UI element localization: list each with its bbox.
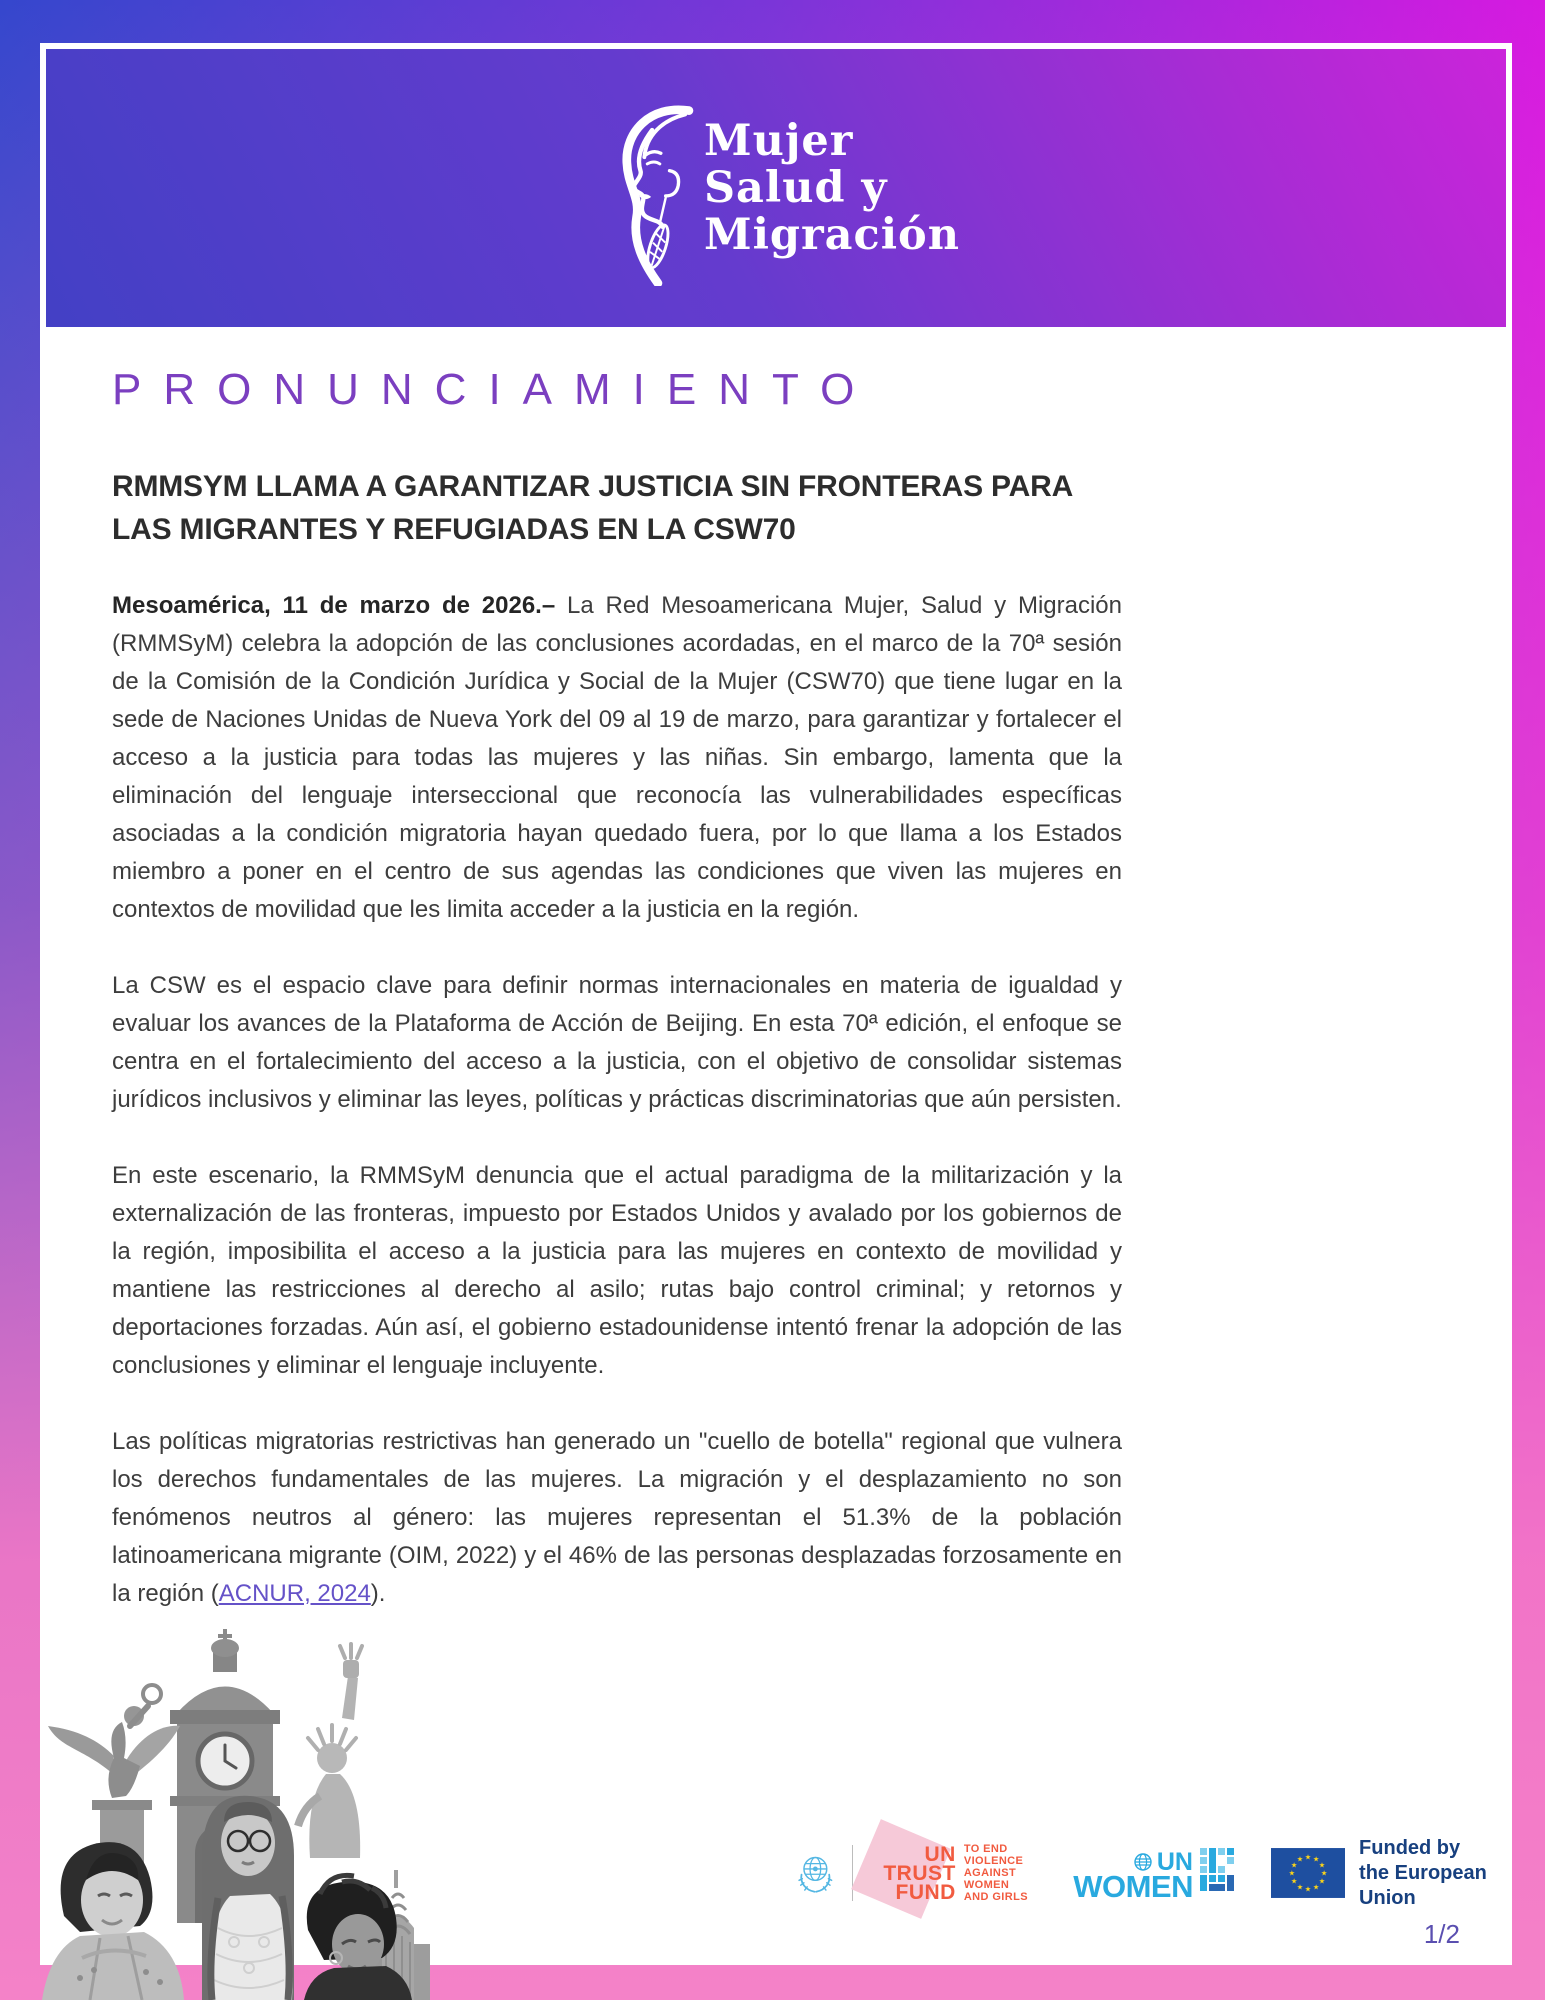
- main-text-column: [112, 365, 1122, 1651]
- center-woman-image: [202, 1796, 294, 2000]
- brand-face-icon: [592, 100, 718, 286]
- svg-text:★: ★: [1288, 1868, 1296, 1878]
- women-collage-image: [42, 1598, 567, 2000]
- left-woman-image: [42, 1842, 184, 2000]
- svg-text:★: ★: [1296, 1882, 1304, 1892]
- un-women-logo: [1073, 1846, 1235, 1904]
- svg-text:★: ★: [1318, 1876, 1326, 1886]
- svg-text:★: ★: [1290, 1876, 1298, 1886]
- eu-funding-text: [1359, 1836, 1512, 1911]
- trust-fund-word-trust: TRUST: [883, 1861, 956, 1885]
- trust-fund-tagline: [964, 1843, 1031, 1903]
- tagline-line-4: AND GIRLS: [963, 1891, 1028, 1903]
- page-number: 1/2: [1423, 1919, 1460, 1949]
- paragraph-4-closing: ).: [370, 1580, 386, 1607]
- svg-text:★: ★: [1318, 1860, 1326, 1870]
- paragraph-1-text: La Red Mesoamericana Mujer, Salud y Migración (RMMSyM) celebra la adopción de las conclusiones acordadas, en el marco de la 70ª sesión de la Comisión de la Condición Jurídica y Social de la Mujer (CSW70) que tiene lugar en la sede de Naciones Unidas de Nueva York del 09 al 19 de marzo, para garantizar y fortalecer el acceso a la justicia para todas las mujeres y las niñas. Sin embargo, lamenta que la eliminación del lenguaje interseccional que reconocía las vulnerabilidades específicas asociadas a la condición migratoria hayan quedado fuera, por lo que llama a los Estados miembro a poner en el centro de sus agendas las condiciones que viven las mujeres en contextos de movilidad que les limita acceder a la justicia en la región.: [112, 592, 1122, 923]
- tagline-line-1: TO END: [963, 1843, 1008, 1855]
- tagline-line-2: VIOLENCE: [963, 1855, 1024, 1867]
- un-trust-fund-logo: [869, 1843, 1031, 1903]
- paragraph-1-dateline: Mesoamérica, 11 de marzo de 2026.–: [112, 592, 556, 619]
- eu-funding-logo: [1271, 1836, 1512, 1911]
- svg-text:★: ★: [1320, 1868, 1328, 1878]
- trust-fund-word-un: UN: [924, 1842, 956, 1866]
- trust-fund-wordmark: [883, 1842, 956, 1904]
- logo-divider: [852, 1845, 854, 1901]
- brand-name: [704, 115, 960, 260]
- eu-funding-line-1: Funded by: [1359, 1836, 1461, 1859]
- brand-line-3: Migración: [704, 209, 960, 260]
- un-women-word-un: UN: [1156, 1848, 1193, 1876]
- eu-flag-icon: [1271, 1842, 1345, 1904]
- svg-text:★: ★: [1304, 1852, 1312, 1862]
- brand-line-2: Salud y: [704, 162, 888, 213]
- svg-text:★: ★: [1296, 1854, 1304, 1864]
- un-emblem-icon: [795, 1847, 836, 1899]
- svg-text:★: ★: [1312, 1854, 1320, 1864]
- paragraph-2: La CSW es el espacio clave para definir normas internacionales en materia de igualdad y evaluar los avances de la Plataforma de Acción de Beijing. En esta 70ª edición, el enfoque se centra en el fortalecimiento del acceso a la justicia, con el objetivo de consolidar sistemas jurídicos inclusivos y eliminar las leyes, políticas y prácticas discriminatorias que aún persisten.: [112, 972, 1122, 1113]
- svg-text:★: ★: [1304, 1884, 1312, 1894]
- brand-line-1: Mujer: [704, 115, 854, 166]
- footer-logos: [795, 1838, 1512, 1908]
- un-women-word-women: WOMEN: [1073, 1869, 1193, 1904]
- paragraph-4-text: Las políticas migratorias restrictivas han generado un "cuello de botella" regional que vulnera los derechos fundamentales de las mujeres. La migración y el desplazamiento no son fenómenos neutros al género: las mujeres representan el 51.3% de la población latinoamericana migrante (OIM, 2022) y el 46% de las personas desplazadas forzosamente en la región (: [112, 1428, 1122, 1607]
- svg-text:★: ★: [1290, 1860, 1298, 1870]
- header-banner: [46, 49, 1506, 327]
- svg-text:★: ★: [1312, 1882, 1320, 1892]
- trust-fund-word-fund: FUND: [895, 1880, 956, 1904]
- page-title: PRONUNCIAMIENTO: [112, 365, 877, 414]
- paragraph-1: [112, 587, 1122, 929]
- brand-logo: [592, 90, 960, 286]
- tagline-line-3: AGAINST WOMEN: [963, 1867, 1017, 1891]
- eu-funding-line-2: the European Union: [1359, 1861, 1487, 1909]
- paragraph-3: En este escenario, la RMMSyM denuncia que el actual paradigma de la militarización y la externalización de las fronteras, impuesto por Estados Unidos y avalado por los gobiernos de la región, imposibilita el acceso a la justicia para las mujeres en contexto de movilidad y mantiene las restricciones al derecho al asilo; rutas bajo control criminal; y retornos y deportaciones forzadas. Aún así, el gobierno estadounidense intentó frenar la adopción de las conclusiones y eliminar el lenguaje incluyente.: [112, 1162, 1122, 1379]
- un-women-wordmark: [1073, 1848, 1193, 1904]
- paragraph-4: [112, 1423, 1122, 1613]
- statue-of-liberty-image: [298, 1644, 362, 1858]
- acnur-2024-link[interactable]: ACNUR, 2024: [218, 1580, 371, 1607]
- statement-heading: RMMSYM LLAMA A GARANTIZAR JUSTICIA SIN FRONTERAS PARA LAS MIGRANTES Y REFUGIADAS EN LA CSW70: [112, 470, 1072, 546]
- un-women-grid-icon: [1199, 1846, 1235, 1900]
